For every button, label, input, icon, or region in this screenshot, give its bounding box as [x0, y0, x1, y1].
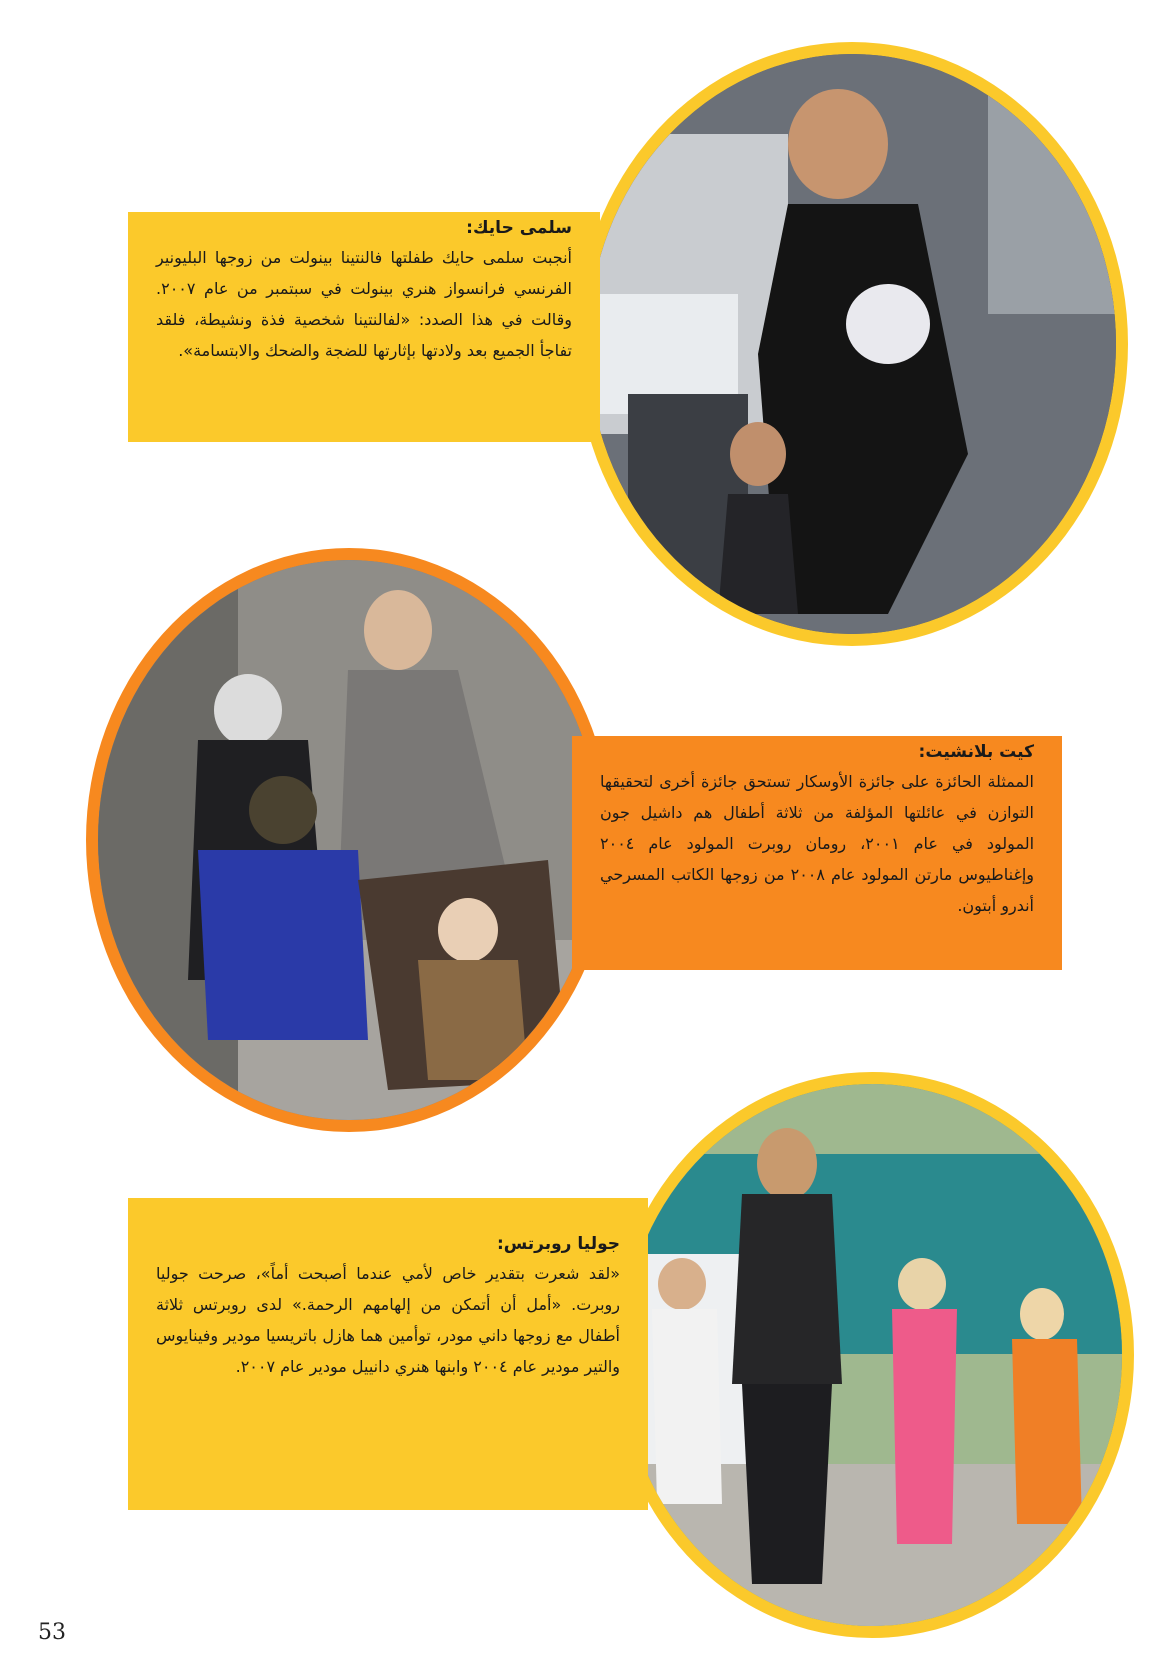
cate-blanchett-panel [572, 736, 1062, 970]
cate-blanchett-body: الممثلة الحائزة على جائزة الأوسكار تستحق جائزة أخرى لتحقيقها التوازن في عائلتها المؤلفة من ثلاثة أطفال هم داشيل جون المولود في عام ٢٠٠١، رومان روبرت المولود عام ٢٠٠٤ وإغناطيوس مارتن المولود عام ٢٠٠٨ من زوجها الكاتب المسرحي أندرو أبتون. [600, 772, 1035, 915]
page-number: 53 [38, 1620, 66, 1645]
cate-blanchett-title: كيت بلانشيت: [918, 742, 1034, 762]
julia-roberts-panel [128, 1198, 648, 1510]
julia-roberts-photo [610, 1072, 1134, 1638]
cate-blanchett-photo [86, 548, 612, 1132]
julia-roberts-title: جوليا روبرتس: [496, 1234, 620, 1254]
salma-hayek-title: سلمى حايك: [466, 218, 572, 238]
salma-hayek-panel [128, 212, 600, 442]
julia-roberts-body: «لقد شعرت بتقدير خاص لأمي عندما أصبحت أماً»، صرحت جوليا روبرت. «أمل أن أتمكن من إلهامهم الرحمة.» لدى روبرتس ثلاثة أطفال مع زوجها داني مودر، توأمين هما هازل باتريسيا مودير وفينايوس والتير مودير عام ٢٠٠٤ وابنها هنري دانييل مودير عام ٢٠٠٧. [156, 1264, 620, 1376]
salma-hayek-body: أنجبت سلمى حايك طفلتها فالنتينا بينولت من زوجها البليونير الفرنسي فرانسواز هنري بينولت في سبتمبر من عام ٢٠٠٧. وقالت في هذا الصدد: «لفالنتينا شخصية فذة ونشيطة، فلقد تفاجأ الجميع بعد ولادتها بإثارتها للضجة والضحك والابتسامة». [156, 248, 572, 360]
salma-hayek-photo [576, 42, 1128, 646]
